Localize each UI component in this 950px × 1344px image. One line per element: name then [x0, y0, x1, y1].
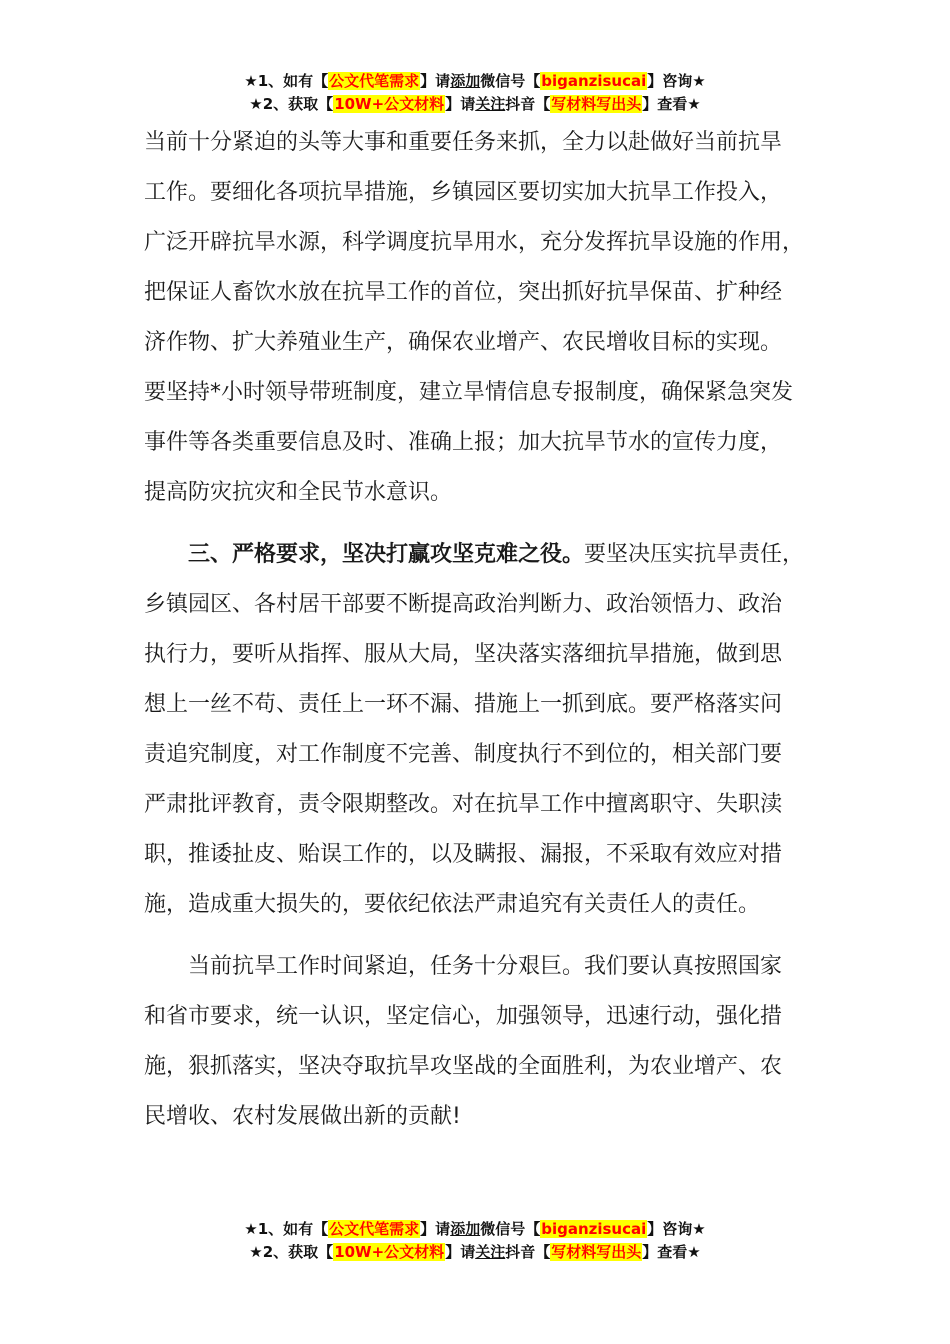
ad-text: 抖音【	[505, 1243, 551, 1261]
text-line: 广泛开辟抗旱水源，科学调度抗旱用水，充分发挥抗旱设施的作用，	[144, 230, 805, 255]
ad-highlight-wechat-id: biganzisucai	[541, 72, 647, 90]
ad-highlight-service: 公文代笔需求	[329, 72, 420, 90]
text-line: 严肃批评教育，责令限期整改。对在抗旱工作中擅离职守、失职渎	[144, 792, 783, 817]
text-line: 提高防灾抗灾和全民节水意识。	[144, 480, 453, 505]
text-line: 职，推诿扯皮、贻误工作的，以及瞒报、漏报，不采取有效应对措	[144, 842, 783, 867]
ad-highlight-materials: 10W+公文材料	[334, 1243, 445, 1261]
ad-text: ★2、获取【	[249, 1243, 334, 1261]
ad-text: 】咨询★	[647, 1220, 706, 1238]
text-line	[144, 530, 806, 580]
text-line: 要坚持*小时领导带班制度，建立旱情信息专报制度，确保紧急突发	[144, 380, 794, 405]
ad-text: 】请	[420, 1220, 451, 1238]
header-ad	[0, 70, 950, 116]
ad-text: ★1、如有【	[244, 1220, 329, 1238]
ad-text: 】请	[420, 72, 451, 90]
text-line: 工作。要细化各项抗旱措施，乡镇园区要切实加大抗旱工作投入，	[144, 180, 783, 205]
text-line: 执行力，要听从指挥、服从大局，坚决落实落细抗旱措施，做到思	[144, 642, 783, 667]
ad-text: 】请	[445, 95, 476, 113]
ad-text: 】查看★	[642, 95, 701, 113]
ad-highlight-wechat-id: biganzisucai	[541, 1220, 647, 1238]
ad-line-2	[0, 1241, 950, 1264]
ad-text: 】咨询★	[647, 72, 706, 90]
ad-line-1	[0, 1218, 950, 1241]
ad-underlined: 添加	[450, 1220, 481, 1238]
text-line: 和省市要求，统一认识，坚定信心，加强领导，迅速行动，强化措	[144, 1004, 783, 1029]
ad-underlined: 关注	[475, 95, 506, 113]
text-line: 当前抗旱工作时间紧迫，任务十分艰巨。我们要认真按照国家	[188, 954, 783, 979]
ad-highlight-service: 公文代笔需求	[329, 1220, 420, 1238]
paragraph-2	[144, 530, 806, 930]
text-line: 想上一丝不苟、责任上一环不漏、措施上一抓到底。要严格落实问	[144, 692, 783, 717]
text-line: 当前十分紧迫的头等大事和重要任务来抓，全力以赴做好当前抗旱	[144, 130, 783, 155]
text-line: 把保证人畜饮水放在抗旱工作的首位，突出抓好抗旱保苗、扩种经	[144, 280, 783, 305]
text-line: 施，狠抓落实，坚决夺取抗旱攻坚战的全面胜利，为农业增产、农	[144, 1054, 783, 1079]
text-line: 责追究制度，对工作制度不完善、制度执行不到位的，相关部门要	[144, 742, 783, 767]
text-line: 民增收、农村发展做出新的贡献!	[144, 1104, 461, 1129]
ad-underlined: 关注	[475, 1243, 506, 1261]
text-run: 要坚决压实抗旱责任，	[584, 542, 805, 567]
ad-text: ★2、获取【	[249, 95, 334, 113]
ad-highlight-douyin-account: 写材料写出头	[551, 95, 642, 113]
paragraph-1	[144, 118, 806, 518]
ad-line-1	[0, 70, 950, 93]
ad-highlight-douyin-account: 写材料写出头	[551, 1243, 642, 1261]
text-line: 乡镇园区、各村居干部要不断提高政治判断力、政治领悟力、政治	[144, 592, 783, 617]
text-line: 事件等各类重要信息及时、准确上报；加大抗旱节水的宣传力度，	[144, 430, 783, 455]
section-heading: 三、严格要求，坚决打赢攻坚克难之役。	[188, 542, 585, 567]
ad-text: 微信号【	[480, 1220, 541, 1238]
ad-underlined: 添加	[450, 72, 481, 90]
ad-text: 抖音【	[505, 95, 551, 113]
ad-text: 】查看★	[642, 1243, 701, 1261]
ad-text: 微信号【	[480, 72, 541, 90]
paragraph-3	[144, 942, 806, 1142]
ad-text: 】请	[445, 1243, 476, 1261]
text-line: 施，造成重大损失的，要依纪依法严肃追究有关责任人的责任。	[144, 892, 761, 917]
footer-ad	[0, 1218, 950, 1264]
ad-highlight-materials: 10W+公文材料	[334, 95, 445, 113]
ad-text: ★1、如有【	[244, 72, 329, 90]
ad-line-2	[0, 93, 950, 116]
text-line: 济作物、扩大养殖业生产，确保农业增产、农民增收目标的实现。	[144, 330, 783, 355]
document-body	[144, 118, 806, 1142]
